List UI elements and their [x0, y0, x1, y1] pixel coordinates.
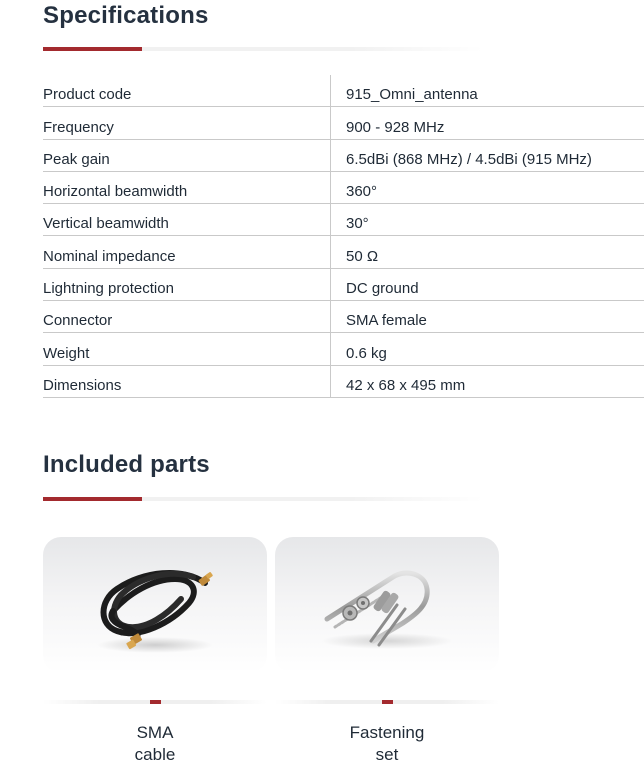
- part-label-line2: cable: [134, 745, 176, 764]
- spec-key: Frequency: [43, 107, 331, 139]
- table-row: [43, 139, 644, 171]
- spec-value: 6.5dBi (868 MHz) / 4.5dBi (915 MHz): [331, 139, 644, 171]
- specifications-table: [43, 75, 644, 398]
- table-row: [43, 204, 644, 236]
- part-label-fastening-set[interactable]: [275, 722, 499, 766]
- table-row: [43, 75, 644, 107]
- fastening-set-image: [275, 537, 499, 673]
- part-label-sma-cable[interactable]: [43, 722, 267, 766]
- spec-value: 0.6 kg: [331, 333, 644, 365]
- part-underline-accent: [382, 700, 393, 704]
- part-underline: [275, 700, 499, 704]
- spec-value: DC ground: [331, 268, 644, 300]
- spec-value: 360°: [331, 171, 644, 203]
- table-row: [43, 333, 644, 365]
- included-parts-title: Included parts: [43, 451, 210, 478]
- title-underline-accent: [43, 497, 142, 501]
- table-row: [43, 236, 644, 268]
- specifications-title: Specifications: [43, 2, 209, 29]
- spec-key: Vertical beamwidth: [43, 204, 331, 236]
- spec-value: 30°: [331, 204, 644, 236]
- part-card-sma-cable[interactable]: [43, 537, 267, 673]
- spec-key: Connector: [43, 301, 331, 333]
- spec-key: Peak gain: [43, 139, 331, 171]
- spec-key: Lightning protection: [43, 268, 331, 300]
- part-label-line1: SMA: [136, 723, 174, 742]
- table-row: [43, 107, 644, 139]
- table-row: [43, 268, 644, 300]
- sma-cable-image: [43, 537, 267, 673]
- spec-value: 42 x 68 x 495 mm: [331, 365, 644, 397]
- table-row: [43, 365, 644, 397]
- spec-key: Nominal impedance: [43, 236, 331, 268]
- spec-key: Product code: [43, 75, 331, 107]
- spec-key: Dimensions: [43, 365, 331, 397]
- spec-value: 900 - 928 MHz: [331, 107, 644, 139]
- part-label-line1: Fastening: [349, 723, 425, 742]
- spec-key: Weight: [43, 333, 331, 365]
- part-underline: [43, 700, 267, 704]
- table-row: [43, 301, 644, 333]
- part-underline-accent: [150, 700, 161, 704]
- spec-value: SMA female: [331, 301, 644, 333]
- title-underline-accent: [43, 47, 142, 51]
- included-parts-title-underline: [43, 497, 483, 501]
- table-row: [43, 171, 644, 203]
- part-label-line2: set: [375, 745, 399, 764]
- spec-key: Horizontal beamwidth: [43, 171, 331, 203]
- spec-value: 915_Omni_antenna: [331, 75, 644, 107]
- specifications-title-underline: [43, 47, 483, 51]
- spec-value: 50 Ω: [331, 236, 644, 268]
- part-card-fastening-set[interactable]: [275, 537, 499, 673]
